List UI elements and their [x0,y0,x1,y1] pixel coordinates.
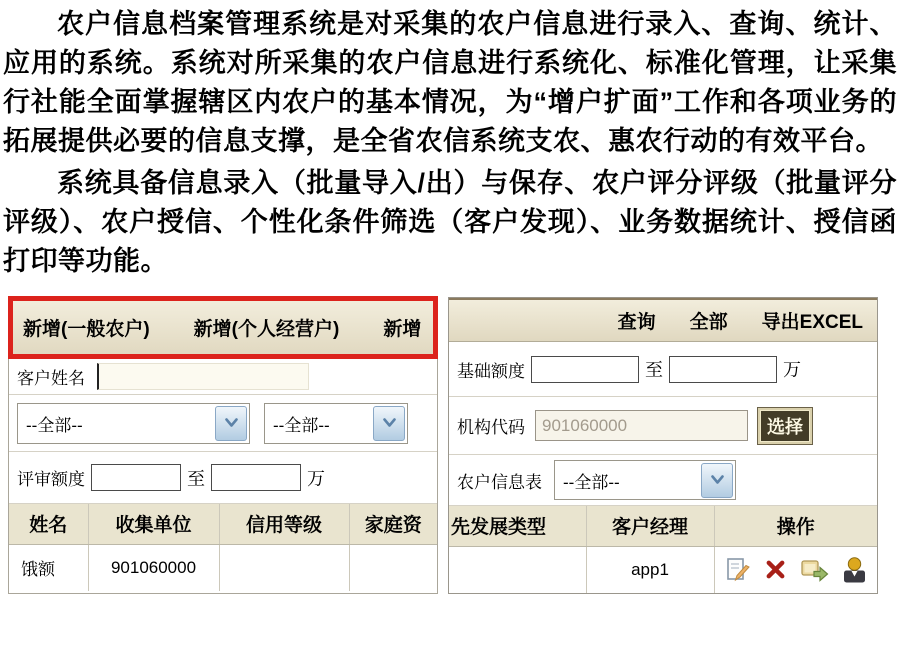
col-header-collect-unit: 收集单位 [88,504,219,544]
col-header-operations: 操作 [714,506,877,546]
base-amount-min-input[interactable] [531,356,639,383]
table-row [449,546,877,593]
add-individual-business-button[interactable]: 新增(个人经营户) [193,319,340,340]
table-header-row [449,506,877,546]
add-truncated-button[interactable]: 新增 [383,319,422,340]
edit-icon[interactable] [724,557,751,583]
table-header-row [9,504,437,544]
delete-icon[interactable] [764,558,787,581]
review-amount-min-input[interactable] [91,464,181,491]
add-general-farmer-button[interactable]: 新增(一般农户) [23,319,150,340]
farmer-info-table-row [449,455,877,506]
filter-selects-row [9,395,437,452]
customer-name-row [9,359,437,395]
col-header-name: 姓名 [9,504,88,544]
farmer-info-table-label: 农户信息表 [457,472,542,492]
col-header-development-type: 先发展类型 [449,506,586,546]
review-amount-label: 评审额度 [17,470,85,489]
to-label: 至 [645,360,663,380]
query-button[interactable]: 查询 [617,312,656,333]
farmer-results-table-left [9,504,437,591]
filter-select-1[interactable] [17,403,250,444]
wan-unit-label: 万 [307,468,325,489]
customer-name-input[interactable] [97,363,309,390]
paragraph-features: 系统具备信息录入（批量导入/出）与保存、农户评分评级（批量评分评级）、农户授信、个性化条件筛选（客户发现）、业务数据统计、授信函打印等功能。 [3,168,897,276]
customer-name-label: 客户姓名 [17,369,85,388]
select-org-button[interactable]: 选择 [758,408,812,444]
user-icon[interactable] [842,557,867,583]
query-toolbar [449,298,877,342]
cell-credit-rating [219,544,349,591]
org-code-input[interactable] [535,410,748,441]
chevron-down-icon[interactable] [373,406,405,441]
paragraph-intro: 农户信息档案管理系统是对采集的农户信息进行录入、查询、统计、应用的系统。系统对所采集的农户信息进行系统化、标准化管理，让采集行社能全面掌握辖区内农户的基本情况，为“增户扩面”工作和各项业务的拓展提供必要的信息支撑，是全省农信系统支农、惠农行动的有效平台。 [3,9,897,156]
farmer-results-table-right [449,506,877,593]
filter-select-2[interactable] [264,403,408,444]
farmer-search-panel-left [8,296,438,594]
review-amount-row [9,452,437,504]
document-text [0,5,900,281]
add-buttons-toolbar-highlighted [8,296,438,359]
base-amount-row [449,342,877,397]
all-button[interactable]: 全部 [689,312,728,333]
filter-select-2-value: --全部-- [273,415,330,435]
cell-family-assets [349,544,437,591]
base-amount-max-input[interactable] [669,356,777,383]
cell-collect-unit: 901060000 [88,544,219,591]
col-header-family-assets: 家庭资 [349,504,437,544]
col-header-account-manager: 客户经理 [586,506,714,546]
cell-name: 饿额 [9,544,88,591]
farmer-info-select-value: --全部-- [563,472,620,492]
table-row [9,544,437,591]
cell-account-manager: app1 [586,546,714,593]
chevron-down-icon[interactable] [701,463,733,498]
cell-development-type [449,546,586,593]
farmer-search-panel-right [448,297,878,594]
org-code-label: 机构代码 [457,418,525,437]
review-amount-max-input[interactable] [211,464,301,491]
export-icon[interactable] [800,558,829,582]
col-header-credit-rating: 信用等级 [219,504,349,544]
filter-select-1-value: --全部-- [26,415,83,435]
export-excel-button[interactable]: 导出EXCEL [761,312,863,333]
org-code-row [449,397,877,455]
cell-operations [714,546,877,593]
operation-icons [716,557,877,583]
to-label: 至 [187,468,205,489]
farmer-info-select[interactable] [554,460,736,500]
left-panel-body [8,359,438,594]
wan-unit-label: 万 [783,360,801,380]
base-amount-label: 基础额度 [457,361,525,381]
chevron-down-icon[interactable] [215,406,247,441]
